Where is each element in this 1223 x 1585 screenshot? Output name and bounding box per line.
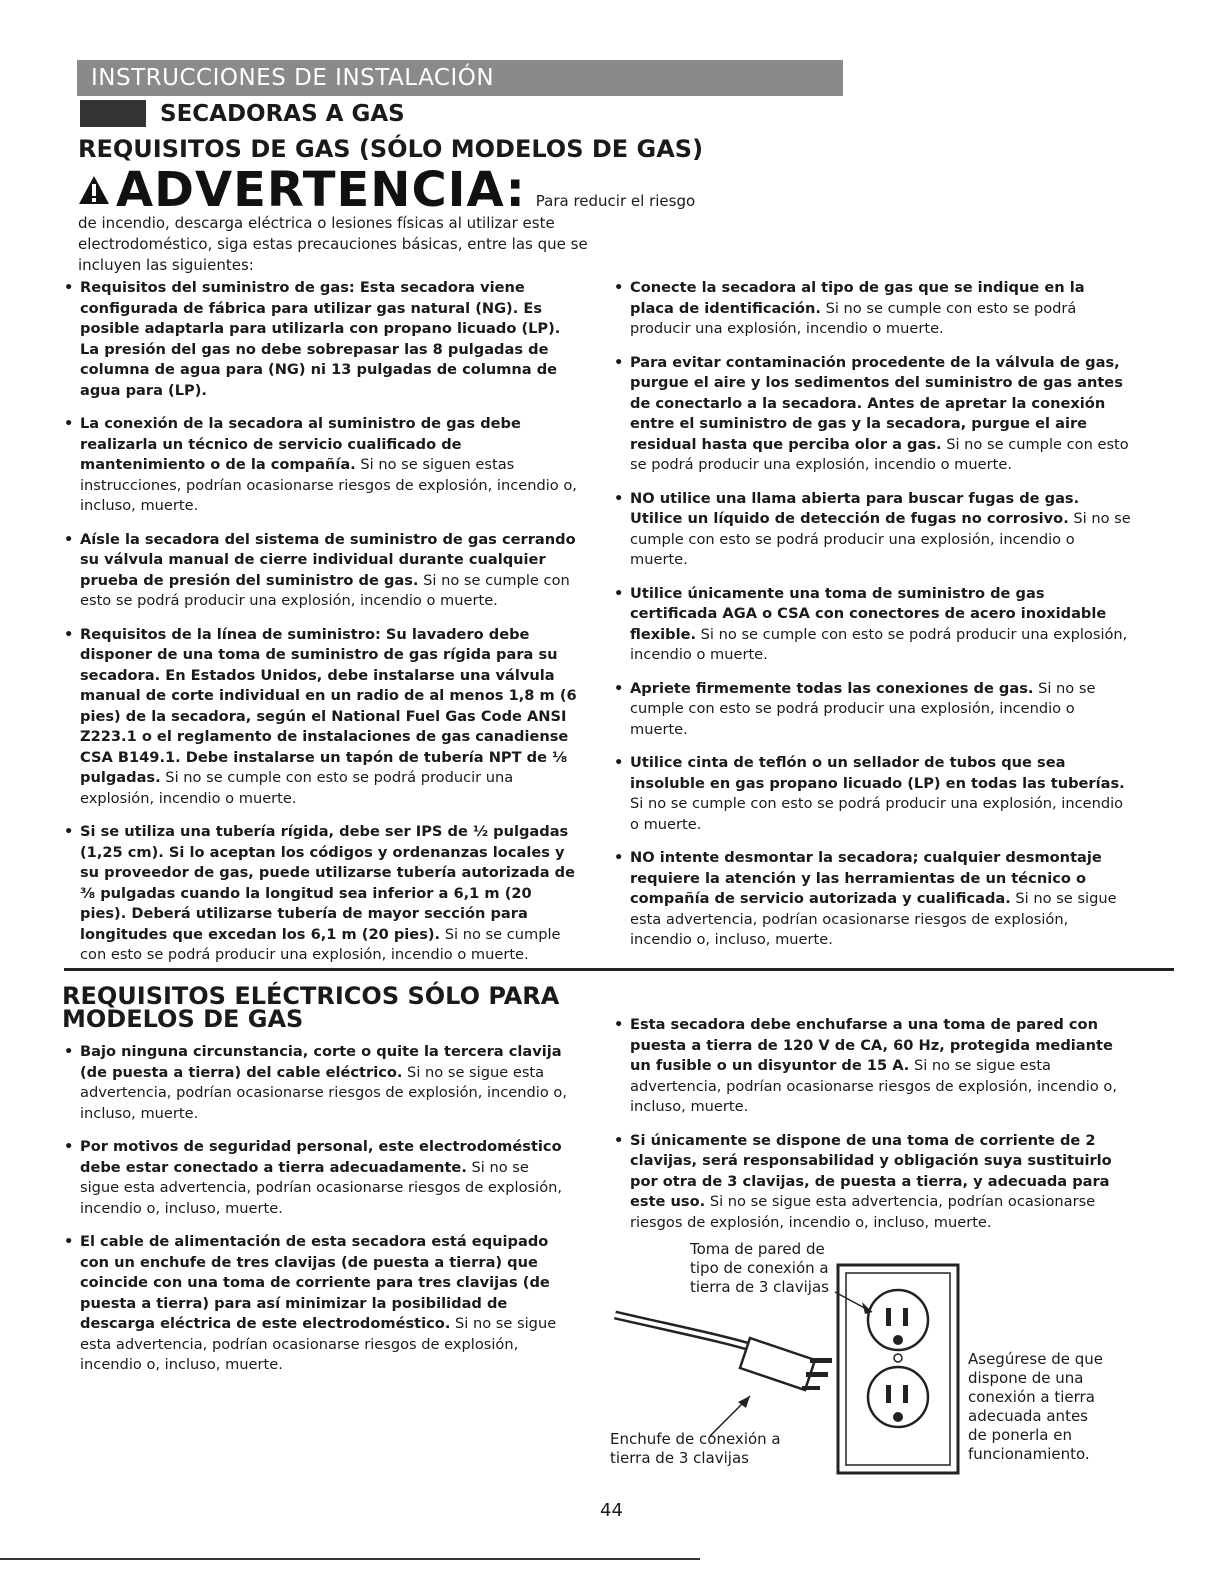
section-marker bbox=[80, 100, 146, 127]
bullet-icon: • bbox=[64, 1043, 74, 1060]
bullet-text: Si no se sigue esta advertencia, podrían ocasionarse riesgos de explosión, incendio o, incluso, muerte. bbox=[80, 1315, 557, 1373]
bullet-item bbox=[612, 753, 1132, 835]
bullet-bold-text: Apriete firmemente todas las conexiones de gas. bbox=[630, 679, 1034, 697]
bullet-icon: • bbox=[614, 1016, 624, 1033]
bullet-text: Si no se cumple con esto se podrá producir una explosión, incendio o muerte. bbox=[80, 571, 570, 609]
electrical-right-column bbox=[612, 1015, 1132, 1246]
bullet-bold-text: Por motivos de seguridad personal, este electrodoméstico debe estar conectado a tierra adecuadamente. bbox=[80, 1138, 562, 1176]
bullet-icon: • bbox=[614, 584, 624, 602]
bullet-bold-text: Utilice cinta de teflón o un sellador de tubos que sea insoluble en gas propano licuado (LP) en todas las tuberías. bbox=[630, 754, 1125, 792]
bullet-item bbox=[62, 1232, 572, 1376]
bullet-text: Si no se cumple con esto se podrá producir una explosión, incendio o muerte. bbox=[630, 795, 1124, 833]
warning-body: de incendio, descarga eléctrica o lesiones físicas al utilizar este electrodoméstico, siga estas precauciones básicas, entre las que se incluyen las siguientes: bbox=[78, 214, 588, 274]
bullet-icon: • bbox=[614, 1131, 624, 1149]
bullet-item bbox=[612, 1015, 1132, 1118]
bullet-bold-text: Esta secadora debe enchufarse a una toma de pared con puesta a tierra de 120 V de CA, 60 Hz, protegida mediante un fusible o un disyuntor de 15 A. bbox=[630, 1016, 1113, 1074]
bullet-item bbox=[612, 848, 1132, 951]
bullet-item bbox=[62, 530, 582, 612]
bullet-item bbox=[62, 822, 582, 966]
bullet-text: Si no se sigue esta advertencia, podrían ocasionarse riesgos de explosión, incendio o, incluso, muerte. bbox=[630, 1057, 1117, 1115]
bullet-icon: • bbox=[614, 279, 624, 296]
bullet-item bbox=[612, 353, 1132, 476]
bullet-text: Si no se cumple con esto se podrá producir una explosión, incendio o muerte. bbox=[630, 510, 1131, 568]
bullet-bold-text: Para evitar contaminación procedente de la válvula de gas, purgue el aire y los sedimentos del suministro de gas antes de conectarlo a la secadora. Antes de apretar la conexión entre el suministro de gas y la secadora, purgue el aire residual hasta que perciba olor a gas. bbox=[630, 353, 1123, 453]
bullet-bold-text: Si únicamente se dispone de una toma de corriente de 2 clavijas, será responsabilidad y obligación suya sustituirlo por otra de 3 clavijas, de puesta a tierra, y adecuada para este uso. bbox=[630, 1131, 1112, 1210]
bullet-bold-text: Si se utiliza una tubería rígida, debe ser IPS de ½ pulgadas (1,25 cm). Si lo aceptan los códigos y ordenanzas locales y su proveedor de gas, puede utilizarse tubería autorizada de ⅜ pulgadas cuando la longitud sea inferior a 6,1 m (20 pies). Deberá utilizarse tubería de mayor sección para longitudes que excedan los 6,1 m (20 pies). bbox=[80, 823, 575, 943]
bullet-icon: • bbox=[614, 679, 624, 697]
bullet-bold-text: La conexión de la secadora al suministro de gas debe realizarla un técnico de servicio cualificado de mantenimiento o de la compañía. bbox=[80, 415, 521, 473]
bullet-text: Si no se sigue esta advertencia, podrían ocasionarse riesgos de explosión, incendio o, incluso, muerte. bbox=[630, 1193, 1096, 1231]
bullet-text: Si no se cumple con esto se podrá producir una explosión, incendio o muerte. bbox=[630, 435, 1129, 473]
bullet-bold-text: El cable de alimentación de esta secadora está equipado con un enchufe de tres clavijas (de puesta a tierra) que coincide con una toma de corriente para tres clavijas (de puesta a tierra) para así minimizar la posibilidad de descarga eléctrica de este electrodoméstico. bbox=[80, 1233, 550, 1332]
gas-right-column bbox=[612, 278, 1132, 964]
bullet-item bbox=[612, 679, 1132, 741]
electrical-requirements-title: REQUISITOS ELÉCTRICOS SÓLO PARA MODELOS DE GAS bbox=[62, 982, 560, 1033]
bullet-item bbox=[612, 1131, 1132, 1234]
bullet-text: Si no se cumple con esto se podrá producir una explosión, incendio o muerte. bbox=[630, 299, 1077, 337]
bullet-bold-text: NO intente desmontar la secadora; cualquier desmontaje requiere la atención y las herramientas de un técnico o compañía de servicio autorizada y cualificada. bbox=[630, 849, 1102, 907]
bullet-text: Si no se sigue esta advertencia, podrían ocasionarse riesgos de explosión, incendio o, incluso, muerte. bbox=[630, 890, 1117, 948]
bullet-icon: • bbox=[64, 1233, 74, 1250]
bullet-icon: • bbox=[64, 530, 74, 548]
page-number: 44 bbox=[600, 1500, 623, 1521]
bullet-text: Si no se cumple con esto se podrá producir una explosión, incendio o muerte. bbox=[80, 925, 561, 963]
plug-label: Enchufe de conexión a tierra de 3 clavijas bbox=[610, 1430, 781, 1467]
bullet-icon: • bbox=[614, 489, 624, 507]
bullet-icon: • bbox=[64, 1138, 74, 1155]
bullet-item bbox=[62, 1137, 572, 1219]
bullet-bold-text: Requisitos de la línea de suministro: Su lavadero debe disponer de una toma de suministro de gas rígida para su secadora. En Estados Unidos, debe instalarse una válvula manual de corte individual en un radio de al menos 1,8 m (6 pies) de la secadora, según el National Fuel Gas Code ANSI Z223.1 o el reglamento de instalaciones de gas canadiense CSA B149.1. Debe instalarse un tapón de tubería NPT de ⅛ pulgadas. bbox=[80, 625, 577, 786]
bullet-item bbox=[62, 414, 582, 517]
bullet-item bbox=[62, 625, 582, 810]
bullet-bold-text: Bajo ninguna circunstancia, corte o quite la tercera clavija (de puesta a tierra) del cable eléctrico. bbox=[80, 1043, 562, 1081]
warning-triangle-icon bbox=[78, 175, 110, 205]
bullet-bold-text: Conecte la secadora al tipo de gas que se indique en la placa de identificación. bbox=[630, 279, 1085, 317]
bullet-bold-text: Requisitos del suministro de gas: Esta secadora viene configurada de fábrica para utilizar gas natural (NG). Es posible adaptarla para utilizarla con propano licuado (LP). La presión del gas no debe sobrepasar las 8 pulgadas de columna de agua para (NG) ni 13 pulgadas de columna de agua para (LP). bbox=[80, 279, 561, 399]
bullet-icon: • bbox=[614, 353, 624, 371]
section-header bbox=[80, 100, 405, 127]
bullet-icon: • bbox=[64, 415, 74, 432]
bullet-item bbox=[62, 1042, 572, 1124]
section-title: SECADORAS A GAS bbox=[160, 100, 405, 127]
bullet-item bbox=[612, 278, 1132, 340]
bullet-bold-text: Utilice únicamente una toma de suministro de gas certificada AGA o CSA con conectores de acero inoxidable flexible. bbox=[630, 584, 1107, 643]
bullet-item bbox=[62, 278, 582, 401]
bullet-text: Si no se cumple con esto se podrá producir una explosión, incendio o muerte. bbox=[630, 625, 1128, 663]
bullet-item bbox=[612, 489, 1132, 571]
gas-left-column bbox=[62, 278, 582, 979]
section-divider bbox=[64, 968, 1174, 971]
warning-tail: Para reducir el riesgo bbox=[535, 192, 696, 210]
three-prong-plug-icon bbox=[615, 1315, 832, 1390]
section-banner: INSTRUCCIONES DE INSTALACIÓN bbox=[77, 60, 843, 96]
footer-rule bbox=[0, 1558, 700, 1560]
bullet-text: Si no se cumple con esto se podrá producir una explosión, incendio o muerte. bbox=[80, 769, 514, 807]
warning-heading bbox=[78, 162, 695, 218]
gas-requirements-title: REQUISITOS DE GAS (SÓLO MODELOS DE GAS) bbox=[78, 135, 704, 163]
bullet-icon: • bbox=[64, 279, 74, 296]
bullet-text: Si no se sigue esta advertencia, podrían ocasionarse riesgos de explosión, incendio o, incluso, muerte. bbox=[80, 1063, 567, 1122]
bullet-item bbox=[612, 584, 1132, 666]
bullet-bold-text: Aísle la secadora del sistema de suministro de gas cerrando su válvula manual de cierre individual durante cualquier prueba de presión del suministro de gas. bbox=[80, 530, 576, 589]
bullet-icon: • bbox=[614, 754, 624, 771]
wall-outlet-icon bbox=[838, 1265, 958, 1473]
bullet-icon: • bbox=[64, 625, 74, 643]
bullet-text: Si no se cumple con esto se podrá producir una explosión, incendio o muerte. bbox=[630, 679, 1096, 738]
outlet-label: Toma de pared de tipo de conexión a tierra de 3 clavijas bbox=[690, 1240, 829, 1296]
bullet-bold-text: NO utilice una llama abierta para buscar fugas de gas. Utilice un líquido de detección de fugas no corrosivo. bbox=[630, 489, 1080, 527]
bullet-text: Si no se siguen estas instrucciones, podrían ocasionarse riesgos de explosión, incendio o, incluso, muerte. bbox=[80, 456, 577, 514]
bullet-icon: • bbox=[64, 823, 74, 840]
grounded-outlet-diagram bbox=[610, 1240, 1110, 1480]
bullet-icon: • bbox=[614, 849, 624, 866]
bullet-text: Si no se sigue esta advertencia, podrían ocasionarse riesgos de explosión, incendio o, incluso, muerte. bbox=[80, 1158, 563, 1217]
grounding-note: Asegúrese de que dispone de una conexión a tierra adecuada antes de ponerla en funcionamiento. bbox=[968, 1350, 1103, 1463]
warning-word: ADVERTENCIA: bbox=[116, 162, 526, 218]
electrical-left-column bbox=[62, 1042, 572, 1389]
